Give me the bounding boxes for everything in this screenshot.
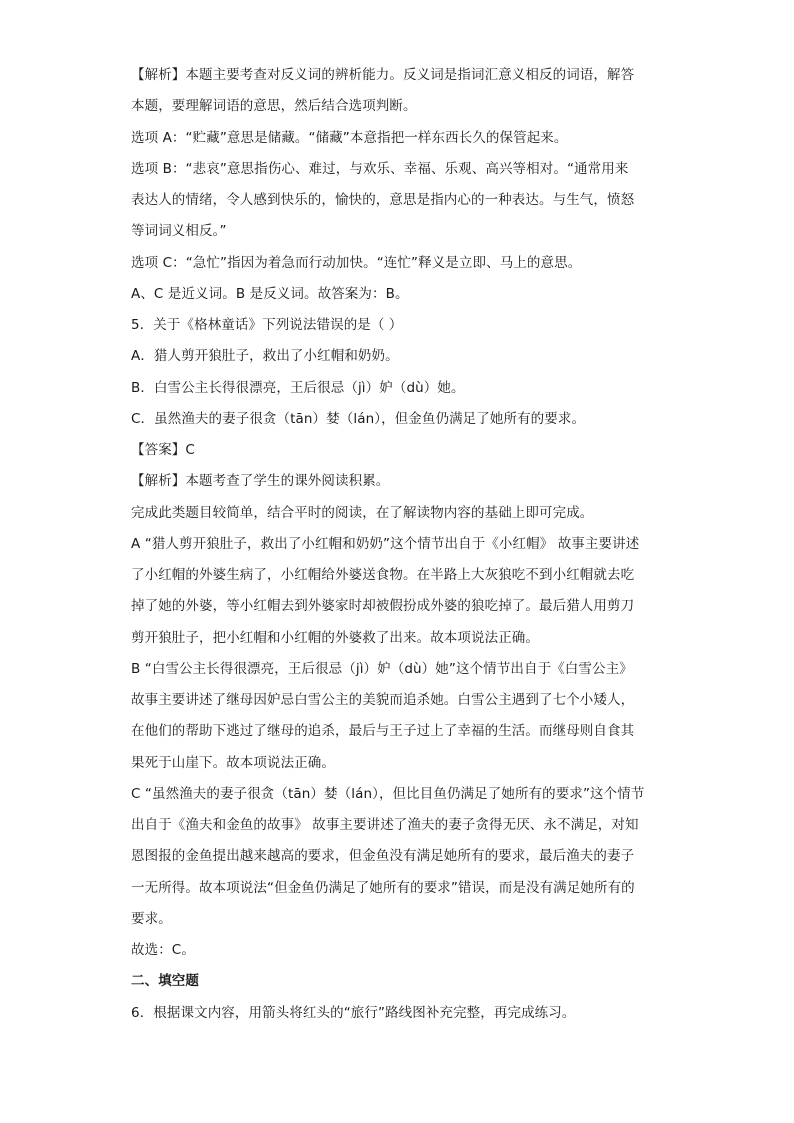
- analysis-b-line-1: B “白雪公主长得很漂亮，王后很忌（jì）妒（dù）她”这个情节出自于《白雪公主》: [131, 661, 633, 677]
- final-choice: 故选：C。: [131, 942, 195, 958]
- analysis-line-2: 本题，要理解词语的意思，然后结合选项判断。: [131, 98, 417, 114]
- analysis-a-line-4: 剪开狼肚子，把小红帽和小红帽的外婆救了出来。故本项说法正确。: [131, 630, 539, 646]
- section-title-fill-in: 二、填空题: [131, 973, 199, 989]
- analysis-method: 完成此类题目较简单，结合平时的阅读，在了解读物内容的基础上即可完成。: [131, 505, 594, 521]
- analysis-c-line-3: 恩图报的金鱼提出越来越高的要求，但金鱼没有满足她所有的要求，最后渔夫的妻子: [131, 848, 635, 864]
- option-b-explanation-2: 表达人的情绪，令人感到快乐的，愉快的，意思是指内心的一种表达。与生气，愤怒: [131, 192, 635, 208]
- analysis-b-line-2: 故事主要讲述了继母因妒忌白雪公主的美貌而追杀她。白雪公主遇到了七个小矮人，: [131, 692, 635, 708]
- analysis-line-1: 【解析】本题主要考查对反义词的辨析能力。反义词是指词汇意义相反的词语，解答: [131, 67, 635, 83]
- analysis-b-line-3: 在他们的帮助下逃过了继母的追杀，最后与王子过上了幸福的生活。而继母则自食其: [131, 723, 635, 739]
- question-5-option-a: A．猎人剪开狼肚子，救出了小红帽和奶奶。: [131, 348, 399, 364]
- question-6-stem: 6．根据课文内容，用箭头将红头的“旅行”路线图补充完整，再完成练习。: [131, 1005, 576, 1021]
- answer-label: 【答案】C: [131, 442, 195, 458]
- option-c-explanation: 选项 C：“急忙”指因为着急而行动加快。“连忙”释义是立即、马上的意思。: [131, 255, 582, 271]
- question-5-option-b: B．白雪公主长得很漂亮，王后很忌（jì）妒（dù）她。: [131, 380, 465, 396]
- analysis-c-line-5: 要求。: [131, 911, 172, 927]
- option-b-explanation-3: 等词词义相反。”: [131, 223, 227, 239]
- option-a-explanation: 选项 A：“贮藏”意思是储藏。“储藏”本意指把一样东西长久的保管起来。: [131, 130, 568, 146]
- analysis-a-line-3: 掉了她的外婆，等小红帽去到外婆家时却被假扮成外婆的狼吃掉了。最后猎人用剪刀: [131, 598, 635, 614]
- analysis-c-line-4: 一无所得。故本项说法“但金鱼仍满足了她所有的要求”错误，而是没有满足她所有的: [131, 880, 635, 896]
- analysis-b-line-4: 果死于山崖下。故本项说法正确。: [131, 755, 335, 771]
- answer-summary: A、C 是近义词。B 是反义词。故答案为：B。: [131, 286, 409, 302]
- question-5-stem: 5．关于《格林童话》下列说法错误的是（ ）: [131, 317, 403, 333]
- question-5-option-c: C．虽然渔夫的妻子很贪（tān）婪（lán），但金鱼仍满足了她所有的要求。: [131, 411, 586, 427]
- analysis-intro: 【解析】本题考查了学生的课外阅读积累。: [131, 473, 390, 489]
- analysis-c-line-1: C “虽然渔夫的妻子很贪（tān）婪（lán），但比目鱼仍满足了她所有的要求”这个情节: [131, 786, 645, 802]
- analysis-a-line-2: 了小红帽的外婆生病了，小红帽给外婆送食物。在半路上大灰狼吃不到小红帽就去吃: [131, 567, 635, 583]
- analysis-a-line-1: A “猎人剪开狼肚子，救出了小红帽和奶奶”这个情节出自于《小红帽》 故事主要讲述: [131, 536, 640, 552]
- analysis-c-line-2: 出自于《渔夫和金鱼的故事》 故事主要讲述了渔夫的妻子贪得无厌、永不满足，对知: [131, 817, 639, 833]
- option-b-explanation-1: 选项 B：“悲哀”意思指伤心、难过，与欢乐、幸福、乐观、高兴等相对。“通常用来: [131, 161, 629, 177]
